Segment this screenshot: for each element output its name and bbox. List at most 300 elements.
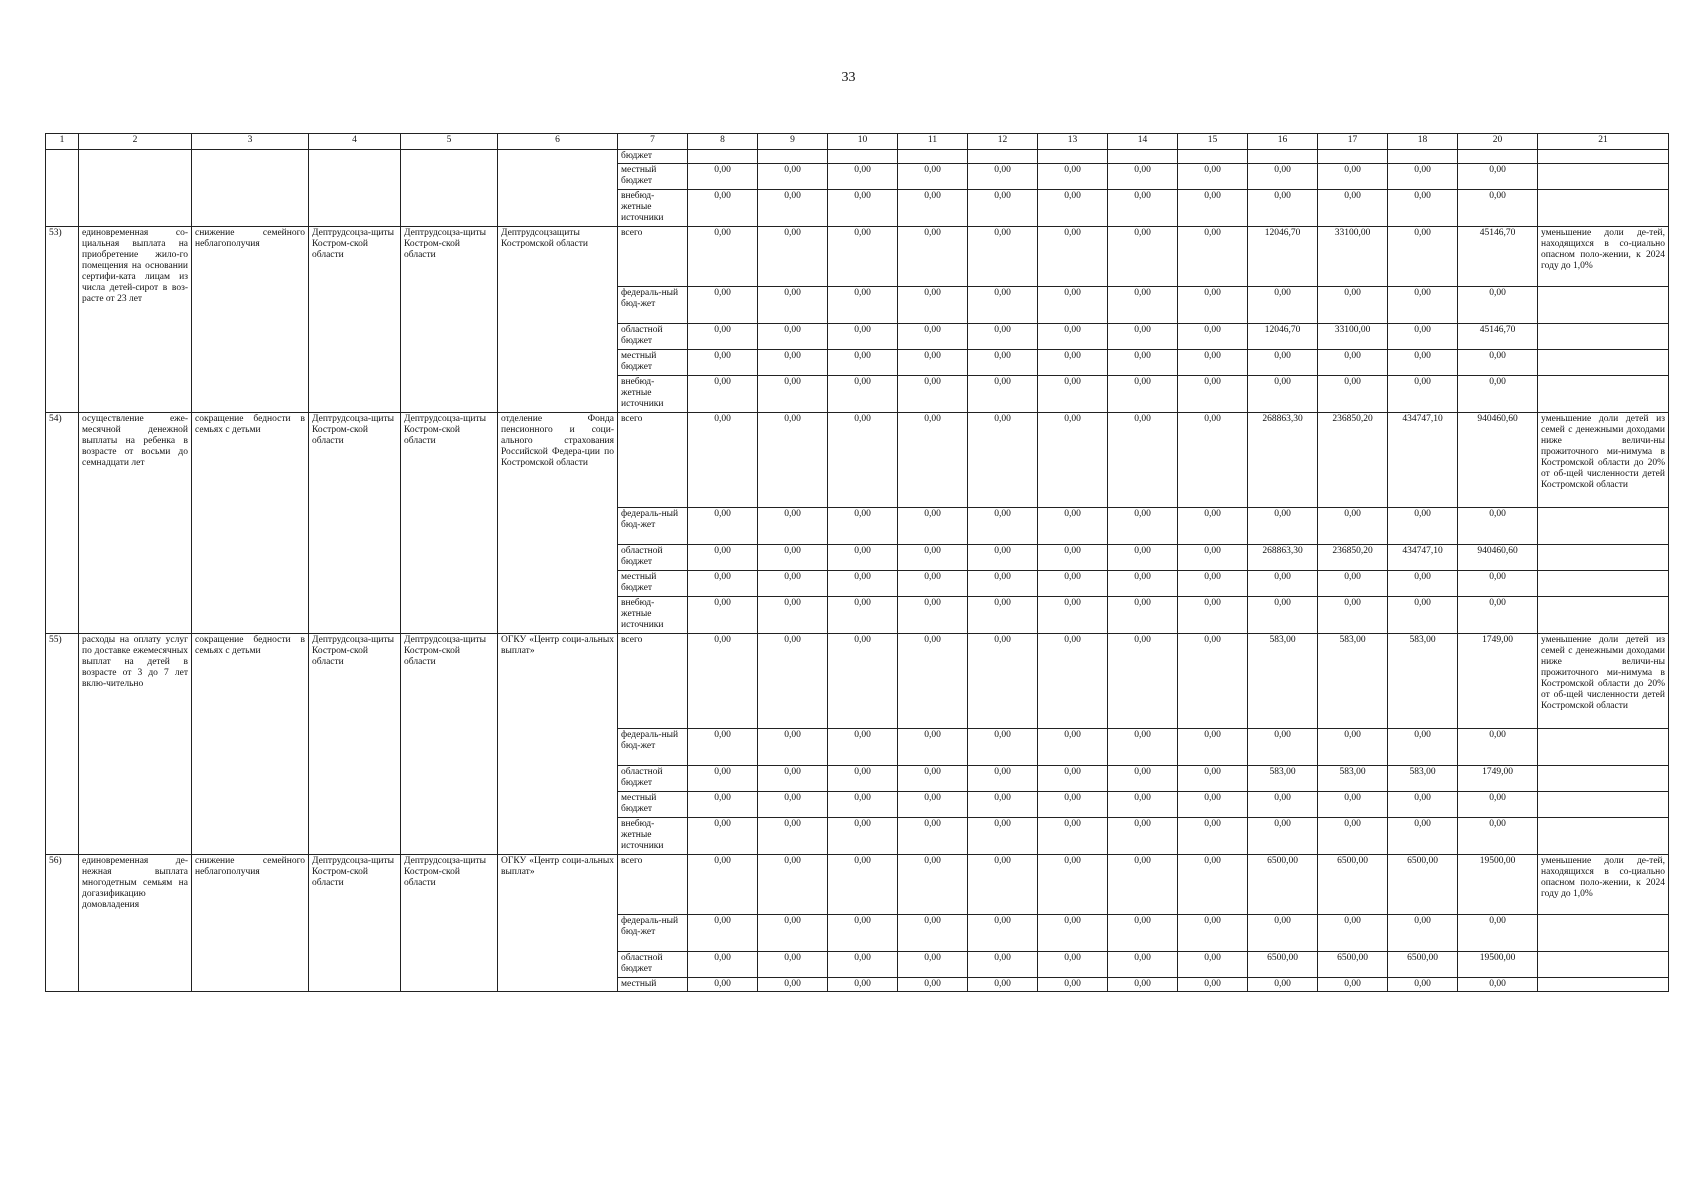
amount-cell: 434747,10	[1388, 413, 1458, 508]
funding-source: областной бюджет	[618, 545, 688, 571]
amount-cell: 0,00	[1178, 508, 1248, 545]
amount-cell: 0,00	[1038, 227, 1108, 287]
amount-cell: 0,00	[968, 855, 1038, 915]
amount-cell: 0,00	[898, 508, 968, 545]
amount-cell: 0,00	[1458, 350, 1538, 376]
indicator-cell	[1538, 766, 1669, 792]
amount-cell: 0,00	[1108, 350, 1178, 376]
amount-cell: 0,00	[1458, 978, 1538, 992]
amount-cell: 0,00	[1108, 324, 1178, 350]
funding-source: местный бюджет	[618, 350, 688, 376]
amount-cell: 0,00	[688, 634, 758, 729]
amount-cell: 6500,00	[1318, 855, 1388, 915]
amount-cell: 0,00	[1248, 376, 1318, 413]
amount-cell: 0,00	[1038, 190, 1108, 227]
amount-cell: 0,00	[898, 324, 968, 350]
amount-cell: 0,00	[898, 287, 968, 324]
funding-source: внебюд-жетные источники	[618, 818, 688, 855]
amount-cell: 0,00	[1318, 818, 1388, 855]
amount-cell: 0,00	[758, 855, 828, 915]
table-row	[46, 150, 1669, 164]
amount-cell: 0,00	[1388, 324, 1458, 350]
funding-source: областной бюджет	[618, 766, 688, 792]
amount-cell	[1248, 150, 1318, 164]
amount-cell: 0,00	[1178, 634, 1248, 729]
funding-source: местный бюджет	[618, 571, 688, 597]
funding-source: бюджет	[618, 150, 688, 164]
indicator-cell	[1538, 164, 1669, 190]
participant: ОГКУ «Центр соци-альных выплат»	[498, 634, 618, 855]
amount-cell: 0,00	[968, 287, 1038, 324]
amount-cell: 19500,00	[1458, 855, 1538, 915]
amount-cell	[1108, 150, 1178, 164]
amount-cell: 0,00	[688, 792, 758, 818]
indicator-cell	[1538, 190, 1669, 227]
amount-cell: 0,00	[898, 376, 968, 413]
amount-cell: 0,00	[1178, 766, 1248, 792]
amount-cell: 0,00	[968, 792, 1038, 818]
amount-cell: 583,00	[1388, 634, 1458, 729]
amount-cell: 0,00	[1318, 508, 1388, 545]
amount-cell: 1749,00	[1458, 634, 1538, 729]
amount-cell: 0,00	[1248, 287, 1318, 324]
amount-cell: 0,00	[1108, 855, 1178, 915]
column-header: 3	[192, 134, 309, 150]
amount-cell: 0,00	[1388, 227, 1458, 287]
amount-cell: 0,00	[1248, 792, 1318, 818]
amount-cell: 0,00	[828, 413, 898, 508]
amount-cell: 0,00	[828, 164, 898, 190]
empty-cell-col6	[498, 150, 618, 227]
amount-cell: 0,00	[1178, 287, 1248, 324]
amount-cell: 0,00	[758, 227, 828, 287]
amount-cell: 0,00	[1178, 413, 1248, 508]
amount-cell: 0,00	[1178, 545, 1248, 571]
amount-cell: 0,00	[1038, 571, 1108, 597]
header-row	[46, 134, 1669, 150]
amount-cell: 0,00	[1108, 597, 1178, 634]
amount-cell: 0,00	[828, 818, 898, 855]
amount-cell: 0,00	[898, 855, 968, 915]
column-header: 13	[1038, 134, 1108, 150]
amount-cell: 0,00	[688, 818, 758, 855]
column-header: 6	[498, 134, 618, 150]
amount-cell: 45146,70	[1458, 324, 1538, 350]
amount-cell: 0,00	[898, 766, 968, 792]
column-header: 4	[309, 134, 401, 150]
amount-cell: 0,00	[1038, 324, 1108, 350]
participant: отделение Фонда пенсионного и соци-ального страхования Российской Федера-ции по Костромской области	[498, 413, 618, 634]
amount-cell: 0,00	[828, 350, 898, 376]
column-header: 11	[898, 134, 968, 150]
amount-cell: 0,00	[1388, 597, 1458, 634]
amount-cell: 0,00	[898, 818, 968, 855]
amount-cell: 0,00	[898, 597, 968, 634]
amount-cell: 0,00	[1318, 350, 1388, 376]
amount-cell: 0,00	[1178, 324, 1248, 350]
column-header: 8	[688, 134, 758, 150]
amount-cell: 0,00	[758, 766, 828, 792]
amount-cell: 0,00	[688, 571, 758, 597]
amount-cell: 0,00	[898, 978, 968, 992]
funding-source: федераль-ный бюд-жет	[618, 287, 688, 324]
amount-cell: 0,00	[968, 164, 1038, 190]
amount-cell: 0,00	[688, 350, 758, 376]
amount-cell: 0,00	[1458, 597, 1538, 634]
amount-cell: 0,00	[1178, 952, 1248, 978]
amount-cell: 0,00	[758, 915, 828, 952]
amount-cell: 0,00	[758, 818, 828, 855]
amount-cell: 0,00	[1318, 915, 1388, 952]
amount-cell: 0,00	[1038, 818, 1108, 855]
amount-cell: 0,00	[1178, 915, 1248, 952]
amount-cell: 0,00	[758, 324, 828, 350]
amount-cell: 0,00	[688, 545, 758, 571]
measure-goal: снижение семейного неблагополучия	[192, 227, 309, 413]
amount-cell: 0,00	[828, 545, 898, 571]
amount-cell: 0,00	[1038, 508, 1108, 545]
indicator-cell	[1538, 287, 1669, 324]
amount-cell: 0,00	[898, 915, 968, 952]
table-row	[46, 227, 1669, 287]
indicator-cell	[1538, 508, 1669, 545]
column-header: 1	[46, 134, 79, 150]
column-header: 15	[1178, 134, 1248, 150]
table-row	[46, 634, 1669, 729]
amount-cell: 6500,00	[1318, 952, 1388, 978]
amount-cell: 6500,00	[1248, 952, 1318, 978]
empty-cell-col5	[401, 150, 498, 227]
amount-cell: 0,00	[828, 978, 898, 992]
amount-cell: 0,00	[898, 164, 968, 190]
amount-cell: 19500,00	[1458, 952, 1538, 978]
amount-cell: 0,00	[1038, 164, 1108, 190]
amount-cell: 0,00	[1108, 413, 1178, 508]
amount-cell: 0,00	[898, 545, 968, 571]
column-header: 5	[401, 134, 498, 150]
amount-cell: 0,00	[1038, 978, 1108, 992]
amount-cell: 0,00	[968, 571, 1038, 597]
target-indicator: уменьшение доли детей из семей с денежными доходами ниже величи-ны прожиточного ми-нимума в Костромской области до 20% от об-щей численности детей Костромской области	[1538, 413, 1669, 508]
amount-cell: 268863,30	[1248, 545, 1318, 571]
amount-cell: 0,00	[758, 597, 828, 634]
funding-source: всего	[618, 634, 688, 729]
amount-cell: 0,00	[1038, 413, 1108, 508]
amount-cell: 0,00	[1388, 287, 1458, 324]
column-header: 14	[1108, 134, 1178, 150]
amount-cell: 434747,10	[1388, 545, 1458, 571]
funding-source: областной бюджет	[618, 952, 688, 978]
amount-cell: 0,00	[1318, 571, 1388, 597]
funding-source: местный бюджет	[618, 164, 688, 190]
row-number: 54)	[46, 413, 79, 634]
amount-cell: 0,00	[1458, 164, 1538, 190]
funding-source: местный	[618, 978, 688, 992]
amount-cell: 33100,00	[1318, 324, 1388, 350]
amount-cell: 0,00	[1038, 855, 1108, 915]
amount-cell: 0,00	[828, 597, 898, 634]
amount-cell: 0,00	[1038, 287, 1108, 324]
amount-cell: 0,00	[1178, 571, 1248, 597]
amount-cell: 0,00	[688, 952, 758, 978]
funding-source: внебюд-жетные источники	[618, 597, 688, 634]
co-executor: Дептрудсоцза-щиты Костром-ской области	[401, 227, 498, 413]
amount-cell: 6500,00	[1388, 952, 1458, 978]
amount-cell: 0,00	[898, 729, 968, 766]
amount-cell: 940460,60	[1458, 545, 1538, 571]
amount-cell: 0,00	[688, 597, 758, 634]
funding-source: федераль-ный бюд-жет	[618, 729, 688, 766]
amount-cell: 0,00	[898, 571, 968, 597]
amount-cell: 0,00	[1108, 190, 1178, 227]
amount-cell: 0,00	[688, 287, 758, 324]
amount-cell: 45146,70	[1458, 227, 1538, 287]
amount-cell: 0,00	[968, 324, 1038, 350]
amount-cell: 0,00	[968, 227, 1038, 287]
amount-cell: 0,00	[1108, 376, 1178, 413]
measure-goal: сокращение бедности в семьях с детьми	[192, 413, 309, 634]
co-executor: Дептрудсоцза-щиты Костром-ской области	[401, 634, 498, 855]
amount-cell: 0,00	[1108, 571, 1178, 597]
amount-cell: 0,00	[1388, 818, 1458, 855]
funding-source: местный бюджет	[618, 792, 688, 818]
amount-cell: 0,00	[758, 376, 828, 413]
amount-cell: 0,00	[688, 376, 758, 413]
amount-cell: 0,00	[688, 413, 758, 508]
amount-cell	[688, 150, 758, 164]
amount-cell: 0,00	[1458, 729, 1538, 766]
amount-cell	[968, 150, 1038, 164]
amount-cell: 0,00	[1248, 350, 1318, 376]
amount-cell: 583,00	[1388, 766, 1458, 792]
empty-cell-col1	[46, 150, 79, 227]
amount-cell: 0,00	[1318, 978, 1388, 992]
column-header: 9	[758, 134, 828, 150]
amount-cell: 0,00	[1458, 571, 1538, 597]
amount-cell: 583,00	[1318, 634, 1388, 729]
amount-cell: 0,00	[1318, 287, 1388, 324]
measure-name: единовременная де-нежная выплата многодетным семьям на догазификацию домовладения	[79, 855, 192, 992]
amount-cell: 0,00	[1108, 818, 1178, 855]
amount-cell: 0,00	[1318, 597, 1388, 634]
amount-cell: 0,00	[828, 952, 898, 978]
responsible-executor: Дептрудсоцза-щиты Костром-ской области	[309, 634, 401, 855]
amount-cell: 0,00	[1108, 729, 1178, 766]
amount-cell: 0,00	[968, 350, 1038, 376]
amount-cell: 0,00	[1178, 597, 1248, 634]
amount-cell: 12046,70	[1248, 324, 1318, 350]
amount-cell: 0,00	[1038, 792, 1108, 818]
indicator-cell	[1538, 729, 1669, 766]
amount-cell: 0,00	[968, 376, 1038, 413]
amount-cell: 0,00	[828, 287, 898, 324]
row-number: 56)	[46, 855, 79, 992]
amount-cell: 0,00	[1038, 729, 1108, 766]
amount-cell: 0,00	[828, 190, 898, 227]
empty-cell-col2	[79, 150, 192, 227]
amount-cell: 0,00	[828, 376, 898, 413]
column-header: 18	[1388, 134, 1458, 150]
column-header: 2	[79, 134, 192, 150]
column-header: 10	[828, 134, 898, 150]
measure-name: расходы на оплату услуг по доставке ежемесячных выплат на детей в возрасте от 3 до 7 лет вклю-чительно	[79, 634, 192, 855]
amount-cell: 0,00	[1108, 545, 1178, 571]
amount-cell: 0,00	[1178, 855, 1248, 915]
amount-cell: 0,00	[1388, 350, 1458, 376]
amount-cell: 0,00	[828, 729, 898, 766]
amount-cell: 0,00	[688, 855, 758, 915]
row-number: 55)	[46, 634, 79, 855]
amount-cell: 0,00	[898, 952, 968, 978]
amount-cell: 0,00	[898, 634, 968, 729]
amount-cell: 0,00	[828, 855, 898, 915]
amount-cell: 0,00	[758, 978, 828, 992]
indicator-cell	[1538, 978, 1669, 992]
amount-cell: 0,00	[758, 164, 828, 190]
amount-cell: 0,00	[758, 792, 828, 818]
funding-source: всего	[618, 855, 688, 915]
amount-cell: 0,00	[968, 413, 1038, 508]
amount-cell: 0,00	[688, 190, 758, 227]
amount-cell: 0,00	[968, 508, 1038, 545]
amount-cell: 0,00	[1038, 597, 1108, 634]
co-executor: Дептрудсоцза-щиты Костром-ской области	[401, 855, 498, 992]
target-indicator: уменьшение доли де-тей, находящихся в со-циально опасном поло-жении, к 2024 году до 1,0%	[1538, 227, 1669, 287]
amount-cell: 0,00	[1178, 376, 1248, 413]
amount-cell: 0,00	[1388, 164, 1458, 190]
empty-cell-col4	[309, 150, 401, 227]
amount-cell: 0,00	[1388, 915, 1458, 952]
amount-cell: 0,00	[758, 545, 828, 571]
amount-cell: 0,00	[1248, 915, 1318, 952]
amount-cell: 0,00	[968, 915, 1038, 952]
amount-cell	[898, 150, 968, 164]
amount-cell: 0,00	[1458, 818, 1538, 855]
amount-cell: 0,00	[898, 413, 968, 508]
amount-cell: 0,00	[1108, 227, 1178, 287]
amount-cell: 0,00	[1458, 287, 1538, 324]
amount-cell: 33100,00	[1318, 227, 1388, 287]
amount-cell: 0,00	[688, 164, 758, 190]
amount-cell: 0,00	[1458, 792, 1538, 818]
column-header: 20	[1458, 134, 1538, 150]
amount-cell	[1318, 150, 1388, 164]
amount-cell: 0,00	[688, 227, 758, 287]
amount-cell: 0,00	[1248, 571, 1318, 597]
funding-source: всего	[618, 413, 688, 508]
amount-cell: 6500,00	[1388, 855, 1458, 915]
funding-source: федераль-ный бюд-жет	[618, 915, 688, 952]
amount-cell: 0,00	[828, 324, 898, 350]
amount-cell: 0,00	[1248, 164, 1318, 190]
amount-cell: 0,00	[1248, 190, 1318, 227]
amount-cell: 0,00	[968, 952, 1038, 978]
amount-cell: 0,00	[1458, 915, 1538, 952]
amount-cell: 0,00	[828, 571, 898, 597]
amount-cell: 0,00	[1388, 792, 1458, 818]
amount-cell	[758, 150, 828, 164]
amount-cell: 6500,00	[1248, 855, 1318, 915]
amount-cell: 0,00	[688, 978, 758, 992]
participant: ОГКУ «Центр соци-альных выплат»	[498, 855, 618, 992]
indicator-cell	[1538, 324, 1669, 350]
amount-cell: 0,00	[968, 190, 1038, 227]
amount-cell: 0,00	[968, 818, 1038, 855]
responsible-executor: Дептрудсоцза-щиты Костром-ской области	[309, 227, 401, 413]
amount-cell: 268863,30	[1248, 413, 1318, 508]
indicator-cell	[1538, 350, 1669, 376]
indicator-cell	[1538, 376, 1669, 413]
empty-cell-col3	[192, 150, 309, 227]
amount-cell: 0,00	[1318, 729, 1388, 766]
funding-source: внебюд-жетные источники	[618, 376, 688, 413]
amount-cell	[1178, 150, 1248, 164]
amount-cell: 0,00	[1248, 818, 1318, 855]
indicator-cell	[1538, 818, 1669, 855]
amount-cell: 0,00	[828, 227, 898, 287]
amount-cell: 0,00	[688, 915, 758, 952]
participant: Дептрудсоцзащиты Костромской области	[498, 227, 618, 413]
target-indicator: уменьшение доли де-тей, находящихся в со-циально опасном поло-жении, к 2024 году до 1,0%	[1538, 855, 1669, 915]
row-number: 53)	[46, 227, 79, 413]
amount-cell: 0,00	[1038, 634, 1108, 729]
amount-cell: 0,00	[968, 634, 1038, 729]
target-indicator: уменьшение доли детей из семей с денежными доходами ниже величи-ны прожиточного ми-нимума в Костромской области до 20% от об-щей численности детей Костромской области	[1538, 634, 1669, 729]
amount-cell: 0,00	[1388, 508, 1458, 545]
responsible-executor: Дептрудсоцза-щиты Костром-ской области	[309, 855, 401, 992]
column-header: 21	[1538, 134, 1669, 150]
amount-cell: 0,00	[1318, 190, 1388, 227]
amount-cell: 0,00	[828, 766, 898, 792]
amount-cell: 0,00	[1038, 350, 1108, 376]
amount-cell: 236850,20	[1318, 413, 1388, 508]
amount-cell	[828, 150, 898, 164]
amount-cell: 0,00	[1108, 915, 1178, 952]
amount-cell: 0,00	[828, 634, 898, 729]
column-header: 7	[618, 134, 688, 150]
amount-cell: 0,00	[1108, 792, 1178, 818]
amount-cell: 583,00	[1318, 766, 1388, 792]
amount-cell: 1749,00	[1458, 766, 1538, 792]
amount-cell: 0,00	[968, 545, 1038, 571]
funding-source: всего	[618, 227, 688, 287]
column-header: 12	[968, 134, 1038, 150]
amount-cell: 0,00	[688, 324, 758, 350]
amount-cell: 0,00	[1388, 978, 1458, 992]
amount-cell: 0,00	[1108, 634, 1178, 729]
amount-cell: 0,00	[758, 287, 828, 324]
indicator-cell	[1538, 792, 1669, 818]
amount-cell: 0,00	[1458, 376, 1538, 413]
amount-cell: 0,00	[1178, 164, 1248, 190]
amount-cell: 0,00	[1108, 287, 1178, 324]
amount-cell: 0,00	[1248, 978, 1318, 992]
amount-cell: 0,00	[758, 508, 828, 545]
amount-cell: 0,00	[1038, 766, 1108, 792]
co-executor: Дептрудсоцза-щиты Костром-ской области	[401, 413, 498, 634]
program-table	[45, 133, 1669, 992]
amount-cell: 0,00	[758, 190, 828, 227]
amount-cell: 0,00	[1108, 978, 1178, 992]
amount-cell: 0,00	[1388, 376, 1458, 413]
amount-cell: 940460,60	[1458, 413, 1538, 508]
amount-cell: 0,00	[1458, 508, 1538, 545]
amount-cell: 0,00	[1388, 729, 1458, 766]
amount-cell: 0,00	[968, 766, 1038, 792]
amount-cell: 0,00	[688, 729, 758, 766]
amount-cell: 0,00	[1178, 729, 1248, 766]
amount-cell: 0,00	[968, 978, 1038, 992]
